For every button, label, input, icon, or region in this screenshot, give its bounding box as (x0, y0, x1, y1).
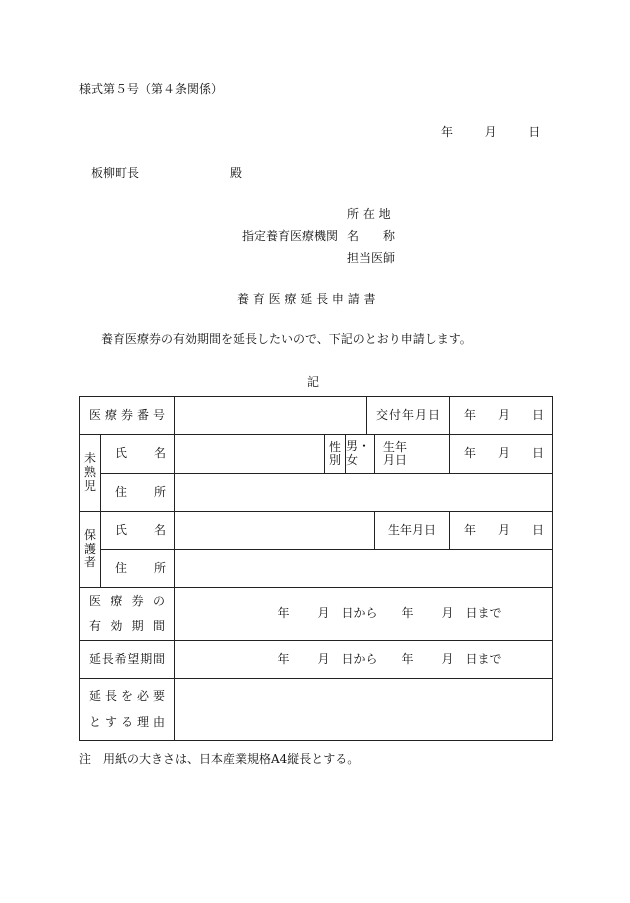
sex-label: 性 別 (325, 435, 346, 473)
ticket-number-label: 医 療 券 番 号 (89, 407, 166, 422)
child-birth-block (375, 435, 450, 474)
document-title: 養 育 医 療 延 長 申 請 書 (237, 292, 376, 306)
child-address-label-cell (101, 474, 175, 512)
ticket-number-label-cell (80, 397, 175, 435)
date-day-label: 日 (528, 125, 541, 139)
guardian-birth-value[interactable]: 年 月 日 (450, 512, 553, 550)
date-year-label: 年 (441, 125, 454, 139)
child-name-value[interactable] (175, 435, 325, 474)
date-month-label: 月 (484, 125, 497, 139)
guardian-birth-label: 生年月日 (375, 512, 450, 550)
issue-date-label-cell (367, 397, 450, 435)
table-row (80, 397, 553, 435)
reason-value[interactable] (175, 679, 553, 741)
child-name-label: 氏 名 (115, 446, 167, 461)
address-label: 所 在 地 (347, 207, 391, 221)
sex-block (325, 435, 375, 474)
guardian-address-label: 住 所 (115, 560, 167, 575)
institution-label: 指定養育医療機関 (242, 229, 339, 243)
addressee-mayor: 板柳町長 (91, 166, 140, 180)
child-address-label: 住 所 (115, 484, 167, 499)
table-row (80, 588, 553, 641)
addressee-honorific: 殿 (230, 166, 243, 180)
guardian-name-label-cell (101, 512, 175, 550)
table-row (80, 435, 553, 474)
guardian-address-label-cell (101, 550, 175, 588)
guardian-group-label: 保 護 者 (80, 512, 101, 588)
table-row (80, 641, 553, 679)
child-address-value[interactable] (175, 474, 553, 512)
ki-mark: 記 (307, 375, 320, 389)
reason-label: 延長を必要 とする理由 (89, 689, 166, 729)
form-number: 様式第５号（第４条関係） (79, 82, 224, 96)
footnote: 注 用紙の大きさは、日本産業規格A4縦長とする。 (79, 752, 360, 766)
table-row (80, 474, 553, 512)
application-table (79, 396, 553, 741)
table-row (80, 550, 553, 588)
guardian-name-label: 氏 名 (115, 522, 167, 537)
extension-period-value[interactable]: 年 月 日から 年 月 日まで (175, 641, 553, 679)
extension-label: 延 長 希 望 期 間 (89, 651, 165, 666)
child-birth-value[interactable]: 年 月 日 (450, 435, 553, 474)
validity-label-cell (80, 588, 175, 641)
guardian-name-value[interactable] (175, 512, 375, 550)
child-group-label: 未 熟 児 (80, 435, 101, 512)
child-birth-label: 生年 月日 (383, 439, 408, 467)
ticket-number-value[interactable] (175, 397, 367, 435)
validity-period-value[interactable]: 年 月 日から 年 月 日まで (175, 588, 553, 641)
issue-date-value[interactable]: 年 月 日 (450, 397, 553, 435)
issue-date-label: 交 付 年 月 日 (376, 407, 440, 422)
date-line (441, 123, 540, 140)
table-row (80, 512, 553, 550)
sex-options[interactable]: 男・女 (346, 439, 371, 467)
extension-label-cell (80, 641, 175, 679)
document-body: 養育医療券の有効期間を延長したいので、下記のとおり申請します。 (101, 332, 472, 346)
institution-name-label: 名 称 (347, 229, 396, 243)
doctor-label: 担当医師 (347, 251, 396, 265)
reason-label-cell (80, 679, 175, 741)
table-row (80, 679, 553, 741)
validity-label: 医療券の 有効期間 (89, 593, 166, 633)
guardian-address-value[interactable] (175, 550, 553, 588)
child-name-label-cell (101, 435, 175, 474)
